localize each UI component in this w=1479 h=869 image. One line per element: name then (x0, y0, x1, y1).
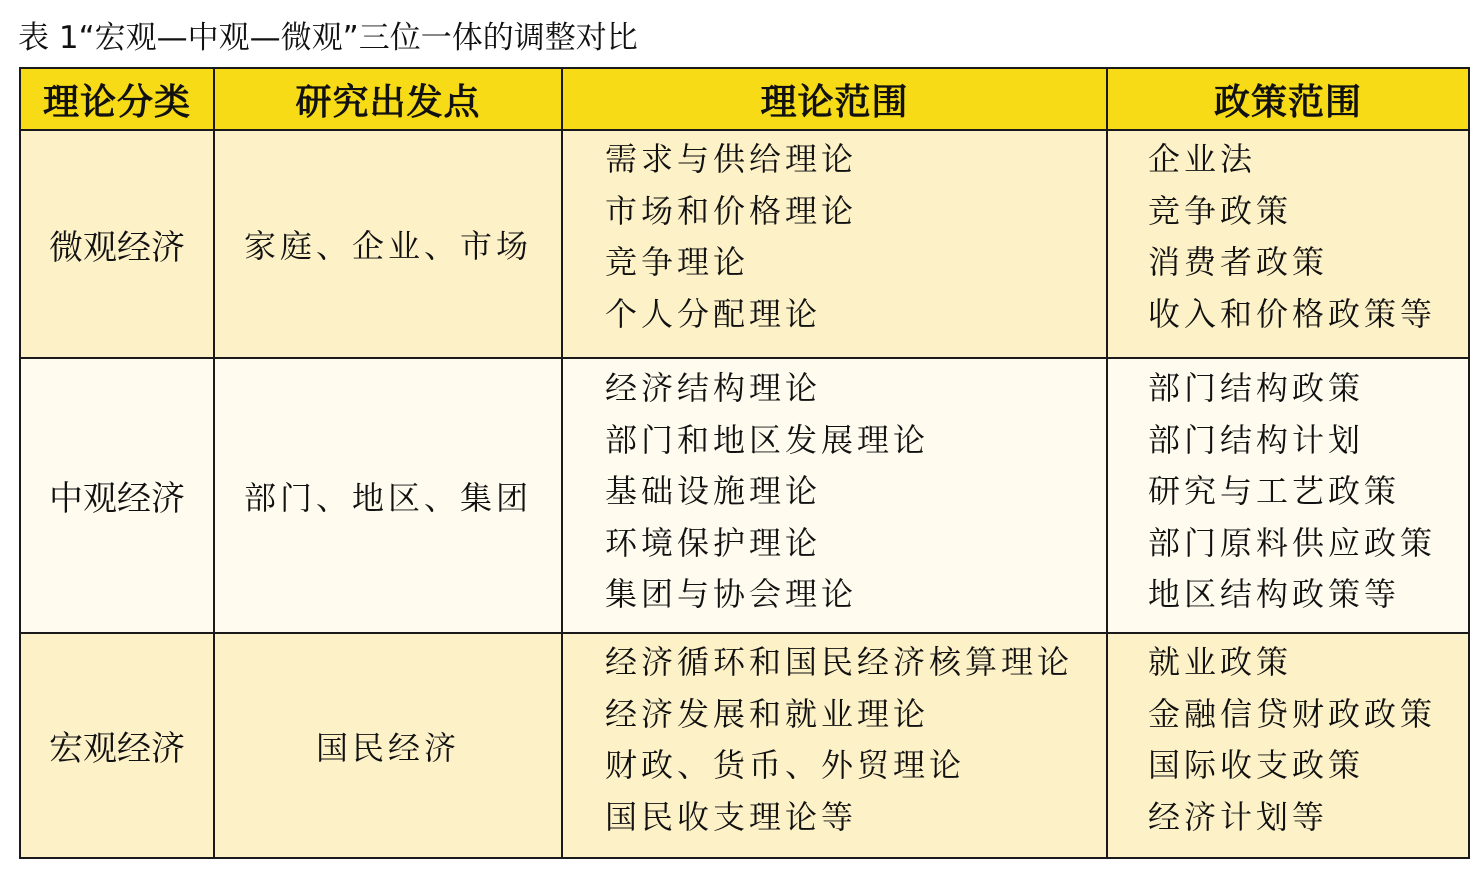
table-row-meso (20, 358, 1469, 633)
starting-point-cell: 国民经济 (214, 633, 562, 858)
theory-item: 经济发展和就业理论 (605, 694, 930, 733)
theory-list-cell (562, 633, 1107, 858)
starting-point-cell: 家庭、企业、市场 (214, 130, 562, 358)
policy-list-cell (1107, 130, 1469, 358)
theory-item: 集团与协会理论 (605, 575, 858, 613)
column-header-starting-point: 研究出发点 (214, 68, 562, 130)
theory-list-cell (562, 130, 1107, 358)
policy-item: 企业法 (1148, 140, 1257, 178)
table-row-macro (20, 633, 1469, 858)
theory-item: 国民收支理论等 (605, 797, 858, 836)
theory-list-cell (562, 358, 1107, 633)
policy-item: 消费者政策 (1148, 243, 1329, 281)
category-cell: 微观经济 (20, 130, 214, 358)
policy-item: 就业政策 (1148, 643, 1293, 681)
policy-item: 收入和价格政策等 (1148, 294, 1437, 333)
theory-item: 经济结构理论 (605, 369, 822, 407)
theory-item: 基础设施理论 (605, 472, 822, 510)
theory-item: 环境保护理论 (605, 523, 822, 562)
table-caption: 表 1“宏观—中观—微观”三位一体的调整对比 (18, 20, 638, 56)
theory-item: 需求与供给理论 (605, 140, 858, 178)
category-cell: 宏观经济 (20, 633, 214, 858)
header-row (20, 68, 1469, 130)
theory-item: 经济循环和国民经济核算理论 (605, 643, 1074, 681)
policy-item: 地区结构政策等 (1148, 575, 1401, 613)
table-row-micro (20, 130, 1469, 358)
category-cell: 中观经济 (20, 358, 214, 633)
theory-item: 个人分配理论 (605, 294, 822, 333)
column-header-theory-scope: 理论范围 (562, 68, 1107, 130)
column-header-policy-scope: 政策范围 (1107, 68, 1469, 130)
policy-item: 部门结构计划 (1148, 420, 1365, 459)
policy-item: 研究与工艺政策 (1148, 472, 1401, 510)
policy-item: 金融信贷财政政策 (1148, 694, 1437, 733)
policy-item: 部门原料供应政策 (1148, 523, 1437, 562)
theory-item: 财政、货币、外贸理论 (605, 746, 966, 784)
theory-item: 市场和价格理论 (605, 191, 858, 230)
policy-item: 经济计划等 (1148, 797, 1329, 836)
theory-item: 竞争理论 (605, 243, 750, 281)
theory-item: 部门和地区发展理论 (605, 420, 930, 459)
policy-item: 竞争政策 (1148, 191, 1293, 230)
policy-item: 部门结构政策 (1148, 369, 1365, 407)
comparison-table (19, 67, 1470, 859)
policy-item: 国际收支政策 (1148, 746, 1365, 784)
starting-point-cell: 部门、地区、集团 (214, 358, 562, 633)
policy-list-cell (1107, 358, 1469, 633)
column-header-category: 理论分类 (20, 68, 214, 130)
policy-list-cell (1107, 633, 1469, 858)
